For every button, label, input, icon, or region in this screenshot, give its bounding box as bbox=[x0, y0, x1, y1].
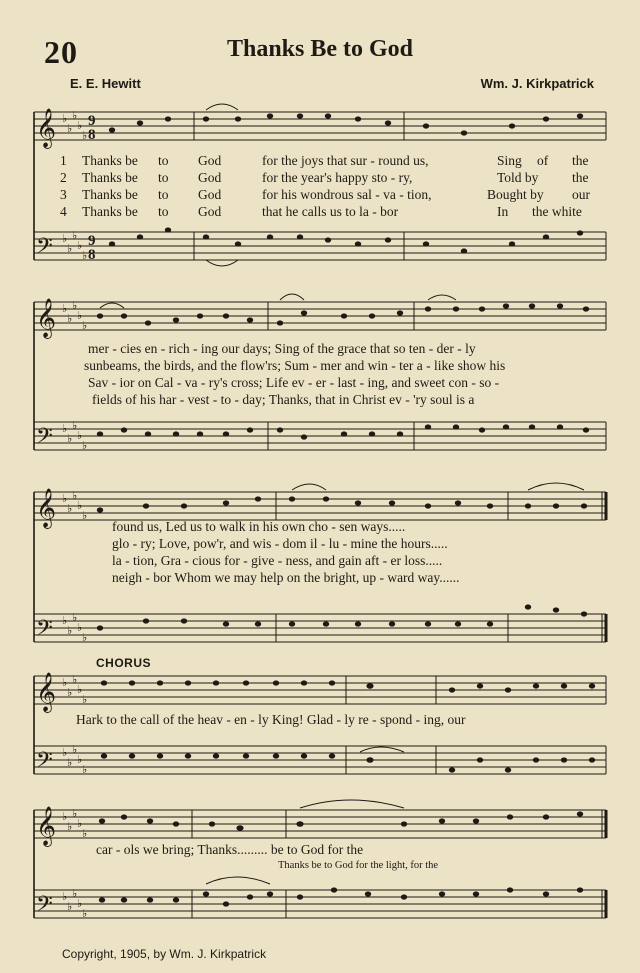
composer-credit: Wm. J. Kirkpatrick bbox=[480, 76, 594, 91]
svg-text:♭: ♭ bbox=[62, 112, 68, 125]
svg-text:♭: ♭ bbox=[62, 422, 68, 435]
svg-text:♭: ♭ bbox=[77, 239, 83, 252]
svg-text:𝄞: 𝄞 bbox=[36, 488, 57, 528]
svg-text:♭: ♭ bbox=[62, 890, 68, 903]
svg-text:♭: ♭ bbox=[67, 122, 73, 135]
svg-text:♭: ♭ bbox=[82, 907, 88, 920]
verse-line: sunbeams, the birds, and the flow'rs; Sum - mer and win - ter a - like show his bbox=[84, 358, 506, 373]
verse-line: mer - cies en - rich - ing our days; Sing of the grace that so ten - der - ly bbox=[88, 341, 476, 356]
verse-line: fields of his har - vest - to - day; Thanks, that in Christ ev - 'ry soul is a bbox=[92, 392, 475, 407]
svg-text:♭: ♭ bbox=[82, 693, 88, 706]
svg-text:♭: ♭ bbox=[72, 743, 78, 756]
chorus-echo-line: Thanks be to God for the light, for the bbox=[278, 860, 439, 871]
svg-text:9: 9 bbox=[88, 113, 96, 129]
svg-text:♭: ♭ bbox=[62, 746, 68, 759]
svg-text:♭: ♭ bbox=[82, 249, 88, 262]
svg-text:♭: ♭ bbox=[62, 676, 68, 689]
chorus-lyric-line: Hark to the call of the heav - en - ly King! Glad - ly re - spond - ing, our bbox=[76, 712, 466, 727]
verse-line: 2 Thanks be to God for the year's happy sto - ry, Told by the bbox=[60, 170, 589, 185]
svg-text:♭: ♭ bbox=[67, 432, 73, 445]
svg-text:𝄢: 𝄢 bbox=[36, 748, 53, 778]
svg-text:♭: ♭ bbox=[77, 309, 83, 322]
svg-text:𝄞: 𝄞 bbox=[36, 298, 57, 338]
svg-text:♭: ♭ bbox=[62, 492, 68, 505]
verse-line: glo - ry; Love, pow'r, and wis - dom il - lu - mine the hours..... bbox=[112, 536, 448, 551]
svg-text:♭: ♭ bbox=[72, 229, 78, 242]
svg-text:𝄢: 𝄢 bbox=[36, 424, 53, 454]
svg-text:♭: ♭ bbox=[62, 810, 68, 823]
verse-line: 3 Thanks be to God for his wondrous sal - va - tion, Bought by our bbox=[60, 187, 590, 202]
verse-line: Sav - ior on Cal - va - ry's cross; Life ev - er - last - ing, and sweet con - so - bbox=[88, 375, 500, 390]
svg-text:♭: ♭ bbox=[72, 299, 78, 312]
svg-text:♭: ♭ bbox=[77, 119, 83, 132]
svg-text:♭: ♭ bbox=[67, 502, 73, 515]
svg-text:♭: ♭ bbox=[72, 109, 78, 122]
author-credit: E. E. Hewitt bbox=[70, 76, 141, 91]
svg-text:♭: ♭ bbox=[67, 686, 73, 699]
svg-text:♭: ♭ bbox=[67, 756, 73, 769]
svg-text:♭: ♭ bbox=[77, 817, 83, 830]
svg-text:♭: ♭ bbox=[67, 820, 73, 833]
svg-text:♭: ♭ bbox=[82, 319, 88, 332]
verse-line: 1 Thanks be to God for the joys that sur - round us, Sing of the bbox=[60, 153, 589, 168]
svg-text:𝄞: 𝄞 bbox=[36, 108, 57, 148]
svg-text:♭: ♭ bbox=[82, 509, 88, 522]
svg-text:♭: ♭ bbox=[82, 631, 88, 644]
verse-number: 3 bbox=[60, 187, 67, 202]
svg-text:♭: ♭ bbox=[77, 499, 83, 512]
verse-number: 2 bbox=[60, 170, 67, 185]
svg-text:♭: ♭ bbox=[62, 302, 68, 315]
svg-text:♭: ♭ bbox=[72, 673, 78, 686]
svg-text:♭: ♭ bbox=[72, 887, 78, 900]
svg-text:♭: ♭ bbox=[67, 312, 73, 325]
svg-text:𝄢: 𝄢 bbox=[36, 234, 53, 264]
svg-text:𝄞: 𝄞 bbox=[36, 672, 57, 712]
verse-number: 1 bbox=[60, 153, 67, 168]
svg-text:♭: ♭ bbox=[82, 439, 88, 452]
svg-text:♭: ♭ bbox=[77, 621, 83, 634]
svg-text:8: 8 bbox=[88, 247, 96, 263]
hymn-number: 20 bbox=[44, 34, 78, 70]
svg-text:9: 9 bbox=[88, 233, 96, 249]
chorus-label: CHORUS bbox=[96, 656, 152, 670]
svg-text:♭: ♭ bbox=[77, 683, 83, 696]
svg-text:𝄢: 𝄢 bbox=[36, 892, 53, 922]
svg-text:♭: ♭ bbox=[82, 763, 88, 776]
svg-text:♭: ♭ bbox=[72, 807, 78, 820]
verse-line: 4 Thanks be to God that he calls us to la - bor In the white bbox=[60, 204, 582, 219]
svg-text:𝄢: 𝄢 bbox=[36, 616, 53, 646]
verse-line: neigh - bor Whom we may help on the bright, up - ward way...... bbox=[112, 570, 460, 585]
svg-text:♭: ♭ bbox=[67, 624, 73, 637]
svg-text:♭: ♭ bbox=[62, 232, 68, 245]
svg-text:𝄞: 𝄞 bbox=[36, 806, 57, 846]
copyright-notice: Copyright, 1905, by Wm. J. Kirkpatrick bbox=[62, 947, 267, 961]
svg-text:♭: ♭ bbox=[67, 242, 73, 255]
hymn-title: Thanks Be to God bbox=[226, 36, 414, 62]
svg-text:♭: ♭ bbox=[72, 419, 78, 432]
verse-line: la - tion, Gra - cious for - give - ness, and gain aft - er loss..... bbox=[112, 553, 443, 568]
svg-text:♭: ♭ bbox=[82, 129, 88, 142]
verse-line: found us, Led us to walk in his own cho - sen ways..... bbox=[112, 519, 406, 534]
svg-text:♭: ♭ bbox=[67, 900, 73, 913]
svg-text:♭: ♭ bbox=[62, 614, 68, 627]
svg-text:♭: ♭ bbox=[72, 611, 78, 624]
svg-text:♭: ♭ bbox=[77, 753, 83, 766]
verse-number: 4 bbox=[60, 204, 67, 219]
chorus-lyric-line: car - ols we bring; Thanks......... be to God for the bbox=[96, 842, 364, 857]
svg-text:♭: ♭ bbox=[72, 489, 78, 502]
svg-text:♭: ♭ bbox=[77, 897, 83, 910]
svg-text:♭: ♭ bbox=[77, 429, 83, 442]
svg-text:♭: ♭ bbox=[82, 827, 88, 840]
svg-text:8: 8 bbox=[88, 127, 96, 143]
